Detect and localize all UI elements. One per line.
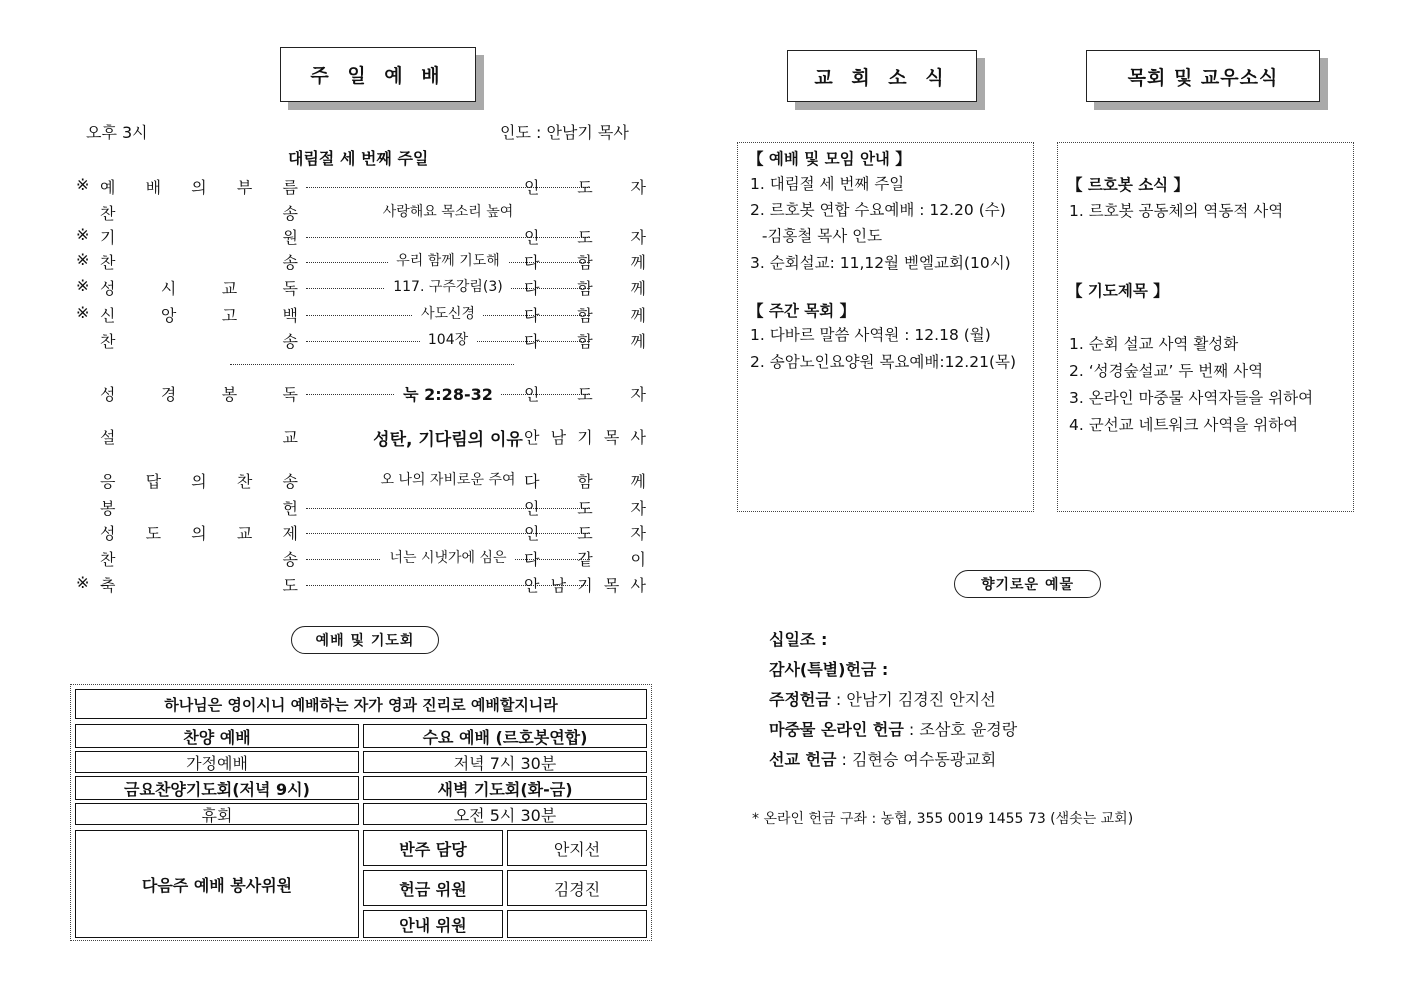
glyph: 봉: [221, 385, 238, 404]
order-item-content-text: 사도신경: [413, 306, 483, 322]
order-item-who: [524, 175, 646, 198]
glyph: 의: [191, 524, 207, 543]
ministry-item: 4. 군선교 네트워크 사역을 위하여: [1069, 416, 1299, 434]
glyph: 봉: [100, 499, 116, 518]
order-row: [76, 250, 646, 274]
glyph: 함: [577, 253, 593, 272]
glyph: 자: [630, 524, 646, 543]
order-item-content-text: 눅 2:28-32: [395, 385, 501, 404]
praise-title: 찬양 예배: [75, 724, 359, 748]
offering-names: : 조삼호 윤경랑: [903, 720, 1018, 739]
ministry-box: [1057, 142, 1354, 512]
offering-line: [769, 717, 1017, 740]
glyph: 도: [577, 385, 593, 404]
order-item-name: [100, 250, 298, 273]
glyph: 인: [524, 524, 540, 543]
glyph: 함: [577, 332, 593, 351]
glyph: 사: [630, 576, 646, 595]
glyph: 헌: [282, 499, 298, 518]
order-item-who: [524, 225, 646, 248]
glyph: 안: [524, 576, 540, 595]
prayer-pill: 예배 및 기도회: [291, 626, 439, 654]
glyph: 인: [524, 385, 540, 404]
role-offering: 헌금 위원: [363, 870, 503, 906]
order-item-who: [524, 496, 646, 519]
worship-title: 주 일 예 배: [280, 47, 476, 102]
glyph: 앙: [160, 306, 177, 325]
glyph: 교: [236, 524, 253, 543]
order-item-name: [100, 175, 298, 198]
order-item-name: [100, 329, 298, 352]
ministry-item: 1. 르호봇 공동체의 역동적 사역: [1069, 202, 1284, 220]
ministry-title: 목회 및 교우소식: [1086, 50, 1320, 102]
glyph: 찬: [100, 550, 116, 569]
order-row: [76, 521, 646, 545]
order-item-who: [524, 329, 646, 352]
ministry-sec2-title: 【 기도제목 】: [1067, 282, 1169, 300]
order-item-content-text: 117. 구주강림(3): [385, 279, 511, 295]
glyph: 독: [282, 279, 298, 298]
order-item-who: [524, 425, 646, 448]
order-item-content-text: 우리 함께 기도해: [388, 253, 508, 269]
glyph: 께: [630, 332, 646, 351]
offering-label: 주정헌금: [769, 690, 831, 709]
standing-mark: ※: [76, 276, 90, 295]
glyph: 응: [100, 472, 116, 491]
order-item-name: [100, 225, 298, 248]
glyph: 부: [236, 178, 253, 197]
glyph: 께: [630, 279, 646, 298]
order-item-who: [524, 547, 646, 570]
order-row: [76, 201, 646, 225]
glyph: 성: [100, 524, 116, 543]
standing-mark: ※: [76, 250, 90, 269]
glyph: 도: [145, 524, 162, 543]
glyph: 다: [524, 472, 540, 491]
glyph: 찬: [236, 472, 253, 491]
glyph: 인: [524, 178, 540, 197]
role-guide: 안내 위원: [363, 910, 503, 938]
order-row: [76, 225, 646, 249]
order-item-who: [524, 382, 646, 405]
news-item: 3. 순회설교: 11,12월 벧엘교회(10시): [750, 254, 1011, 272]
ministry-item: 3. 온라인 마중물 사역자들을 위하여: [1069, 389, 1314, 407]
glyph: 찬: [100, 332, 116, 351]
order-item-who: [524, 469, 646, 492]
wed-value: 저녁 7시 30분: [363, 751, 647, 773]
standing-mark: ※: [76, 175, 90, 194]
order-item-name: [100, 547, 298, 570]
standing-mark: ※: [76, 225, 90, 244]
glyph: 송: [282, 472, 298, 491]
order-row: [76, 175, 646, 199]
ministry-item: 1. 순회 설교 사역 활성화: [1069, 335, 1239, 353]
order-row: [76, 469, 646, 493]
fri-value: 휴회: [75, 803, 359, 825]
order-row: [76, 276, 646, 300]
order-item-content: [306, 201, 590, 221]
ministry-item: 2. ‘성경숲설교’ 두 번째 사역: [1069, 362, 1264, 380]
glyph: 같: [577, 550, 593, 569]
glyph: 시: [160, 279, 177, 298]
glyph: 기: [100, 228, 116, 247]
order-item-who: [524, 521, 646, 544]
glyph: 안: [524, 428, 540, 447]
glyph: 경: [160, 385, 177, 404]
glyph: 찬: [100, 204, 116, 223]
news-item: 2. 르호봇 연합 수요예배 : 12.20 (수): [750, 201, 1006, 219]
news-sec2-title: 【 주간 목회 】: [748, 302, 856, 320]
glyph: 송: [282, 204, 298, 223]
order-item-name: [100, 276, 298, 299]
verse-cell: 하나님은 영이시니 예배하는 자가 영과 진리로 예배할지니라: [75, 689, 647, 719]
wed-title: 수요 예배 (르호봇연합): [363, 724, 647, 748]
glyph: 다: [524, 279, 540, 298]
glyph: 교: [282, 428, 298, 447]
worship-time: 오후 3시: [86, 123, 148, 142]
offering-line: [769, 687, 996, 710]
glyph: 성: [100, 279, 116, 298]
ministry-sec1-title: 【 르호봇 소식 】: [1067, 176, 1190, 194]
standing-mark: ※: [76, 303, 90, 322]
glyph: 도: [577, 524, 593, 543]
glyph: 께: [630, 472, 646, 491]
order-item-who: [524, 573, 646, 596]
worship-occasion: 대림절 세 번째 주일: [288, 149, 429, 168]
glyph: 의: [191, 472, 207, 491]
dawn-value: 오전 5시 30분: [363, 803, 647, 825]
order-row: [76, 382, 646, 406]
order-item-name: [100, 521, 298, 544]
order-item-name: [100, 469, 298, 492]
glyph: 고: [221, 306, 238, 325]
offering-label: 십일조 :: [769, 630, 828, 649]
glyph: 도: [282, 576, 298, 595]
order-row: [76, 547, 646, 571]
glyph: 송: [282, 550, 298, 569]
order-row: [76, 303, 646, 327]
glyph: 함: [577, 279, 593, 298]
order-item-name: [100, 303, 298, 326]
order-row: [76, 496, 646, 520]
praise-value: 가정예배: [75, 751, 359, 773]
glyph: 도: [577, 178, 593, 197]
order-row: [76, 573, 646, 597]
glyph: 다: [524, 306, 540, 325]
glyph: 께: [630, 306, 646, 325]
order-item-content-text: 오 나의 자비로운 주여: [372, 472, 523, 488]
glyph: 자: [630, 385, 646, 404]
glyph: 기: [577, 428, 593, 447]
glyph: 다: [524, 332, 540, 351]
order-item-name: [100, 425, 298, 448]
glyph: 도: [577, 228, 593, 247]
glyph: 자: [630, 228, 646, 247]
news-sec1-title: 【 예배 및 모임 안내 】: [748, 150, 911, 168]
glyph: 목: [603, 576, 620, 595]
order-row: [76, 425, 646, 449]
news-item: 1. 대림절 세 번째 주일: [750, 175, 905, 193]
worship-leader: 인도 : 안남기 목사: [500, 123, 629, 142]
glyph: 배: [145, 178, 162, 197]
offering-label: 감사(특별)헌금 :: [769, 660, 889, 679]
order-item-content-text: 너는 시냇가에 심은: [381, 550, 514, 566]
glyph: 께: [630, 253, 646, 272]
glyph: 설: [100, 428, 116, 447]
glyph: 다: [524, 253, 540, 272]
glyph: 제: [282, 524, 298, 543]
offering-label: 선교 헌금: [769, 750, 837, 769]
offering-pill: 향기로운 예물: [954, 570, 1101, 598]
glyph: 예: [100, 178, 116, 197]
news-item: 1. 다바르 말씀 사역원 : 12.18 (월): [750, 326, 991, 344]
glyph: 송: [282, 253, 298, 272]
order-row: [76, 329, 646, 353]
separator-dots: [230, 364, 514, 365]
glyph: 도: [577, 499, 593, 518]
glyph: 사: [630, 428, 646, 447]
news-item: 2. 송암노인요양원 목요예배:12.21(목): [750, 353, 1017, 371]
glyph: 름: [282, 178, 298, 197]
glyph: 교: [221, 279, 238, 298]
news-title: 교 회 소 식: [787, 50, 977, 102]
fri-title: 금요찬양기도회(저녁 9시): [75, 776, 359, 800]
glyph: 백: [282, 306, 298, 325]
glyph: 송: [282, 332, 298, 351]
order-item-content-text: 사랑해요 목소리 높여: [375, 204, 522, 220]
glyph: 기: [577, 576, 593, 595]
glyph: 신: [100, 306, 116, 325]
role-accompany: 반주 담당: [363, 830, 503, 866]
offering-line: [769, 657, 888, 680]
glyph: 자: [630, 499, 646, 518]
role-guide-name: [507, 910, 647, 938]
role-accompany-name: 안지선: [507, 830, 647, 866]
glyph: 남: [550, 428, 567, 447]
glyph: 함: [577, 472, 593, 491]
order-item-who: [524, 276, 646, 299]
glyph: 축: [100, 576, 116, 595]
news-item: -김홍철 목사 인도: [752, 227, 883, 245]
glyph: 답: [145, 472, 162, 491]
account-info: * 온라인 헌금 구좌 : 농협, 355 0019 1455 73 (샘솟는 교회): [752, 811, 1134, 827]
order-item-who: [524, 303, 646, 326]
glyph: 성: [100, 385, 116, 404]
glyph: 자: [630, 178, 646, 197]
dawn-title: 새벽 기도회(화-금): [363, 776, 647, 800]
order-item-content-text: 성탄, 기다림의 이유: [365, 430, 531, 450]
offering-names: : 김현승 여수동광교회: [836, 750, 997, 769]
glyph: 목: [603, 428, 620, 447]
glyph: 인: [524, 499, 540, 518]
order-item-who: [524, 250, 646, 273]
glyph: 독: [282, 385, 298, 404]
role-offering-name: 김경진: [507, 870, 647, 906]
glyph: 찬: [100, 253, 116, 272]
order-item-name: [100, 382, 298, 405]
glyph: 원: [282, 228, 298, 247]
standing-mark: ※: [76, 573, 90, 592]
offering-label: 마중물 온라인 헌금: [769, 720, 904, 739]
glyph: 인: [524, 228, 540, 247]
glyph: 이: [630, 550, 646, 569]
glyph: 남: [550, 576, 567, 595]
order-item-name: [100, 201, 298, 224]
offering-names: : 안남기 김경진 안지선: [830, 690, 996, 709]
glyph: 다: [524, 550, 540, 569]
glyph: 함: [577, 306, 593, 325]
offering-line: [769, 747, 996, 770]
glyph: 의: [191, 178, 207, 197]
servers-title: 다음주 예배 봉사위원: [75, 830, 359, 938]
order-item-name: [100, 573, 298, 596]
offering-line: [769, 627, 827, 650]
order-item-name: [100, 496, 298, 519]
order-item-content-text: 104장: [420, 332, 476, 348]
